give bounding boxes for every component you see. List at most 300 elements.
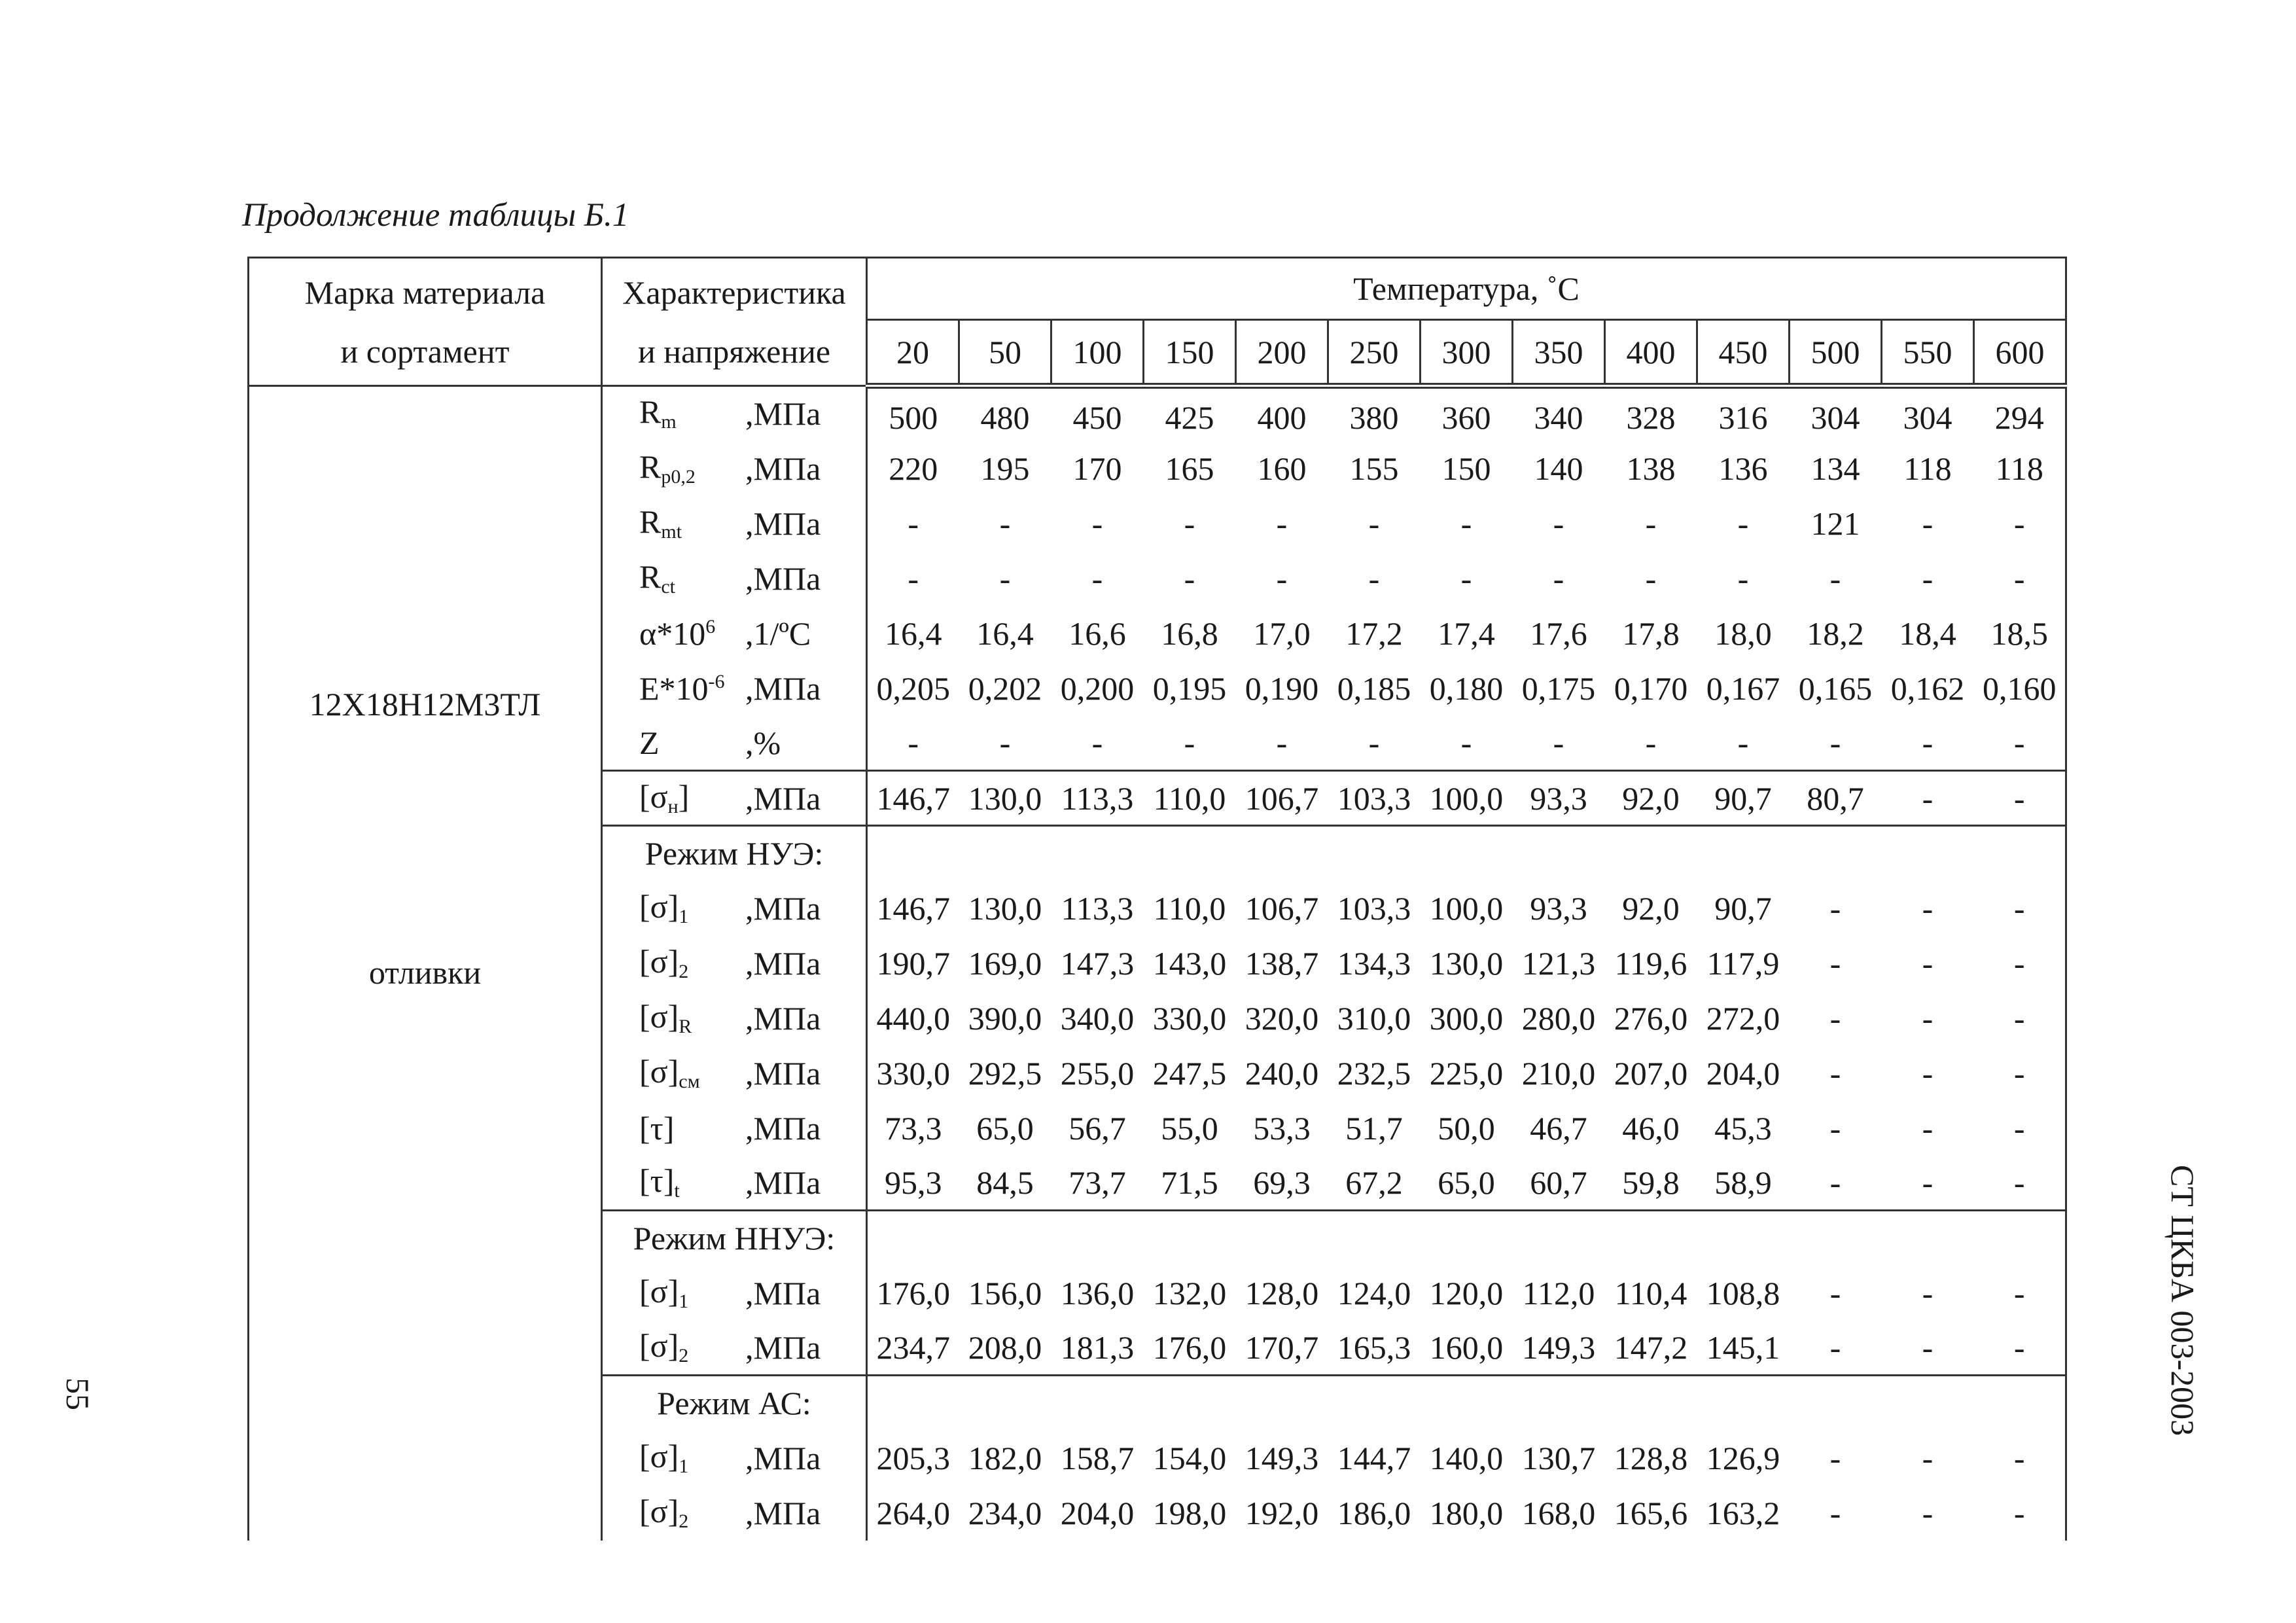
- value-cell: -: [1553, 505, 1564, 542]
- symbol-subscript: t: [674, 1179, 680, 1202]
- value-cell: 84,5: [976, 1164, 1034, 1201]
- characteristic-cell: [602, 936, 867, 991]
- value-cell: 128,8: [1614, 1439, 1688, 1476]
- value-cell: -: [1829, 889, 1841, 927]
- value-cell: 390,0: [968, 999, 1042, 1037]
- value-cell: -: [1737, 505, 1749, 542]
- symbol-base: [σ]: [639, 887, 679, 925]
- temperature-col-50: 50: [959, 320, 1051, 386]
- value-cell: 136: [1718, 450, 1768, 487]
- value-cell: 93,3: [1513, 771, 1605, 826]
- header-material-cell: [249, 258, 602, 386]
- value-cell: -: [1645, 560, 1657, 597]
- value-cell: 17,0: [1253, 615, 1311, 652]
- load-mode-label: Режим АС:: [657, 1385, 811, 1422]
- value-cell: 220: [889, 450, 938, 487]
- characteristic-symbol: [639, 997, 692, 1037]
- value-cell: -: [1974, 1156, 2066, 1211]
- symbol-subscript: 1: [679, 1290, 689, 1312]
- value-cell: 138,7: [1245, 944, 1319, 982]
- value-cell: 93,3: [1530, 889, 1587, 927]
- value-cell: 130,0: [959, 771, 1051, 826]
- value-cell: 192,0: [1245, 1494, 1319, 1531]
- value-cell: [1697, 826, 1790, 881]
- characteristic-cell: [602, 606, 867, 661]
- value-cell: [1790, 1376, 1882, 1431]
- symbol-subscript: 1: [679, 1455, 689, 1477]
- temperature-col-200: 200: [1236, 320, 1328, 386]
- value-cell: 380: [1349, 399, 1399, 436]
- value-cell: [1051, 1211, 1144, 1266]
- characteristic-cell: [602, 881, 867, 936]
- characteristic-cell: [602, 1321, 867, 1376]
- symbol-base: R: [639, 503, 662, 540]
- material-cell: [249, 386, 602, 1541]
- value-cell: 360: [1441, 399, 1491, 436]
- symbol-base: [σ]: [639, 1492, 679, 1529]
- symbol-tail: ]: [678, 777, 690, 815]
- symbol-base: [τ]: [639, 1109, 675, 1147]
- symbol-base: R: [639, 393, 662, 431]
- value-cell: 18,4: [1899, 615, 1956, 652]
- value-cell: [959, 1211, 1051, 1266]
- value-cell: 110,4: [1614, 1274, 1687, 1311]
- value-cell: 65,0: [976, 1109, 1034, 1147]
- value-cell: 80,7: [1790, 771, 1882, 826]
- value-cell: 46,0: [1622, 1109, 1680, 1147]
- characteristic-symbol: [639, 1052, 700, 1092]
- temperature-col-150: 150: [1144, 320, 1236, 386]
- value-cell: 60,7: [1530, 1164, 1587, 1201]
- value-cell: 176,0: [1152, 1329, 1227, 1366]
- value-cell: 150: [1441, 450, 1491, 487]
- symbol-subscript: 2: [679, 960, 689, 982]
- value-cell: 500: [889, 399, 938, 436]
- properties-table: [247, 257, 2067, 1541]
- value-cell: -: [1829, 724, 1841, 761]
- value-cell: 113,3: [1061, 889, 1134, 927]
- value-cell: 130,0: [968, 889, 1042, 927]
- value-cell: 316: [1718, 399, 1768, 436]
- value-cell: 165: [1165, 450, 1214, 487]
- value-cell: [1421, 1211, 1513, 1266]
- value-cell: 0,185: [1337, 669, 1411, 707]
- value-cell: -: [1882, 771, 1974, 826]
- page-number: 55: [60, 1378, 96, 1410]
- value-cell: 280,0: [1521, 999, 1596, 1037]
- value-cell: 130,7: [1521, 1439, 1596, 1476]
- value-cell: -: [1922, 1439, 1934, 1476]
- value-cell: -: [1829, 1109, 1841, 1147]
- value-cell: 103,3: [1337, 889, 1411, 927]
- value-cell: 90,7: [1714, 889, 1772, 927]
- value-cell: 0,160: [1974, 661, 2066, 716]
- characteristic-unit: ,МПа: [745, 889, 821, 927]
- value-cell: [1882, 1211, 1974, 1266]
- characteristic-cell: [602, 1266, 867, 1321]
- value-cell: 294: [1974, 386, 2066, 441]
- value-cell: 55,0: [1161, 1109, 1218, 1147]
- value-cell: [1882, 1376, 1974, 1431]
- value-cell: 65,0: [1438, 1164, 1495, 1201]
- value-cell: 103,3: [1328, 771, 1421, 826]
- header-characteristic-line1: Характеристика: [622, 274, 846, 311]
- value-cell: -: [1368, 724, 1380, 761]
- value-cell: 140,0: [1429, 1439, 1504, 1476]
- value-cell: 17,6: [1530, 615, 1587, 652]
- value-cell: -: [1922, 1329, 1934, 1366]
- value-cell: -: [1974, 551, 2066, 606]
- value-cell: 255,0: [1060, 1054, 1135, 1092]
- value-cell: -: [1922, 1109, 1934, 1147]
- value-cell: 73,7: [1069, 1164, 1126, 1201]
- value-cell: 240,0: [1245, 1054, 1319, 1092]
- value-cell: 112,0: [1522, 1274, 1595, 1311]
- value-cell: [1144, 1376, 1236, 1431]
- value-cell: 198,0: [1152, 1494, 1227, 1531]
- temperature-col-600: 600: [1974, 320, 2066, 386]
- temperature-col-500: 500: [1790, 320, 1882, 386]
- value-cell: -: [1922, 1054, 1934, 1092]
- characteristic-symbol: [639, 617, 715, 650]
- value-cell: [1605, 1211, 1697, 1266]
- characteristic-symbol: [639, 395, 677, 432]
- value-cell: -: [1460, 505, 1472, 542]
- value-cell: -: [908, 724, 919, 761]
- value-cell: [1513, 1211, 1605, 1266]
- value-cell: 320,0: [1245, 999, 1319, 1037]
- value-cell: -: [1829, 560, 1841, 597]
- value-cell: 18,2: [1807, 615, 1864, 652]
- characteristic-unit: ,МПа: [745, 1109, 821, 1147]
- symbol-subscript: 2: [679, 1344, 689, 1366]
- value-cell: -: [1276, 560, 1288, 597]
- temperature-col-100: 100: [1051, 320, 1144, 386]
- value-cell: [1144, 1211, 1236, 1266]
- value-cell: 247,5: [1152, 1054, 1227, 1092]
- value-cell: 234,0: [968, 1494, 1042, 1531]
- value-cell: [867, 1376, 959, 1431]
- value-cell: 155: [1349, 450, 1399, 487]
- value-cell: 169,0: [968, 944, 1042, 982]
- value-cell: -: [1184, 724, 1195, 761]
- value-cell: [1051, 826, 1144, 881]
- characteristic-symbol: [639, 942, 689, 982]
- value-cell: [1974, 826, 2066, 881]
- value-cell: 0,205: [876, 669, 950, 707]
- value-cell: -: [1829, 1494, 1841, 1531]
- value-cell: [959, 1376, 1051, 1431]
- value-cell: 160,0: [1429, 1329, 1504, 1366]
- value-cell: -: [1974, 771, 2066, 826]
- value-cell: -: [1974, 936, 2066, 991]
- value-cell: 182,0: [968, 1439, 1042, 1476]
- value-cell: -: [1922, 505, 1934, 542]
- value-cell: 181,3: [1060, 1329, 1135, 1366]
- table-row: [249, 386, 2066, 441]
- value-cell: -: [1276, 505, 1288, 542]
- symbol-base: [σ]: [639, 997, 679, 1035]
- characteristic-symbol: [639, 1329, 688, 1366]
- characteristic-cell: [602, 716, 867, 771]
- value-cell: 144,7: [1337, 1439, 1411, 1476]
- value-cell: -: [1553, 724, 1564, 761]
- value-cell: -: [1645, 724, 1657, 761]
- value-cell: -: [1974, 991, 2066, 1046]
- value-cell: 17,8: [1622, 615, 1680, 652]
- value-cell: 50,0: [1438, 1109, 1495, 1147]
- value-cell: -: [1184, 505, 1195, 542]
- value-cell: 100,0: [1421, 771, 1513, 826]
- symbol-base: [τ]: [639, 1162, 675, 1199]
- characteristic-symbol: [639, 726, 660, 759]
- value-cell: 440,0: [876, 999, 950, 1037]
- symbol-superscript: -6: [708, 670, 725, 692]
- value-cell: -: [1091, 505, 1103, 542]
- characteristic-symbol: [639, 1492, 689, 1532]
- value-cell: 234,7: [876, 1329, 950, 1366]
- value-cell: 450: [1072, 399, 1122, 436]
- value-cell: -: [1922, 999, 1934, 1037]
- symbol-base: R: [639, 448, 662, 485]
- temperature-col-350: 350: [1513, 320, 1605, 386]
- value-cell: 58,9: [1714, 1164, 1772, 1201]
- characteristic-unit: ,МПа: [745, 779, 821, 817]
- value-cell: [1974, 1376, 2066, 1431]
- value-cell: 304: [1903, 399, 1952, 436]
- value-cell: 0,167: [1706, 669, 1780, 707]
- value-cell: -: [1829, 1164, 1841, 1201]
- characteristic-cell: [602, 496, 867, 551]
- value-cell: -: [1184, 560, 1195, 597]
- value-cell: 146,7: [876, 889, 950, 927]
- header-material-line1: Марка материала: [304, 274, 546, 311]
- value-cell: [959, 826, 1051, 881]
- value-cell: 145,1: [1706, 1329, 1780, 1366]
- value-cell: 165,6: [1614, 1494, 1688, 1531]
- value-cell: 45,3: [1714, 1109, 1772, 1147]
- value-cell: 0,202: [968, 669, 1042, 707]
- characteristic-cell: [602, 441, 867, 496]
- symbol-subscript: см: [679, 1070, 700, 1092]
- value-cell: 56,7: [1069, 1109, 1126, 1147]
- characteristic-symbol: [639, 669, 725, 707]
- value-cell: -: [1922, 1274, 1934, 1311]
- symbol-superscript: 6: [705, 615, 716, 637]
- value-cell: [1328, 1211, 1421, 1266]
- value-cell: 71,5: [1161, 1164, 1218, 1201]
- value-cell: 0,200: [1060, 669, 1135, 707]
- value-cell: -: [908, 505, 919, 542]
- value-cell: [1974, 1211, 2066, 1266]
- value-cell: -: [1974, 1046, 2066, 1101]
- value-cell: 130,0: [1429, 944, 1504, 982]
- characteristic-unit: ,1/ºС: [745, 615, 811, 652]
- characteristic-symbol: [639, 450, 696, 487]
- value-cell: -: [999, 724, 1011, 761]
- value-cell: 17,2: [1345, 615, 1403, 652]
- symbol-base: Z: [639, 724, 660, 761]
- characteristic-unit: ,МПа: [745, 450, 821, 487]
- value-cell: 0,180: [1429, 669, 1504, 707]
- header-temperature: Температура, ˚С: [867, 258, 2066, 320]
- characteristic-unit: ,МПа: [745, 1329, 821, 1366]
- value-cell: 126,9: [1706, 1439, 1780, 1476]
- symbol-subscript: p0,2: [661, 465, 696, 488]
- characteristic-unit: ,МПа: [745, 1054, 821, 1092]
- value-cell: 110,0: [1153, 889, 1226, 927]
- value-cell: [1421, 826, 1513, 881]
- value-cell: 400: [1257, 399, 1307, 436]
- value-cell: 51,7: [1345, 1109, 1403, 1147]
- value-cell: -: [1974, 496, 2066, 551]
- value-cell: 204,0: [1706, 1054, 1780, 1092]
- value-cell: 154,0: [1152, 1439, 1227, 1476]
- value-cell: 134,3: [1337, 944, 1411, 982]
- value-cell: 69,3: [1253, 1164, 1311, 1201]
- characteristic-symbol: [639, 560, 675, 597]
- value-cell: 0,170: [1614, 669, 1688, 707]
- characteristic-cell: [602, 826, 867, 881]
- value-cell: 18,0: [1714, 615, 1772, 652]
- value-cell: 147,2: [1614, 1329, 1688, 1366]
- value-cell: 0,162: [1890, 669, 1965, 707]
- temperature-col-400: 400: [1605, 320, 1697, 386]
- value-cell: 128,0: [1245, 1274, 1319, 1311]
- value-cell: 310,0: [1337, 999, 1411, 1037]
- characteristic-cell: [602, 1431, 867, 1486]
- symbol-base: [σ]: [639, 1437, 679, 1474]
- value-cell: 186,0: [1337, 1494, 1411, 1531]
- value-cell: -: [1974, 1431, 2066, 1486]
- value-cell: 121: [1810, 505, 1860, 542]
- value-cell: 340,0: [1060, 999, 1135, 1037]
- value-cell: -: [1974, 881, 2066, 936]
- value-cell: 170: [1072, 450, 1122, 487]
- symbol-subscript: 1: [679, 905, 689, 927]
- value-cell: 232,5: [1337, 1054, 1411, 1092]
- value-cell: 204,0: [1060, 1494, 1135, 1531]
- value-cell: 92,0: [1622, 889, 1680, 927]
- characteristic-unit: ,МПа: [745, 999, 821, 1037]
- symbol-subscript: R: [679, 1015, 692, 1037]
- value-cell: 160: [1257, 450, 1307, 487]
- characteristic-cell: [602, 1101, 867, 1156]
- load-mode-label: Режим ННУЭ:: [633, 1220, 836, 1257]
- value-cell: 225,0: [1429, 1054, 1504, 1092]
- value-cell: -: [1091, 560, 1103, 597]
- value-cell: 59,8: [1622, 1164, 1680, 1201]
- value-cell: -: [1829, 944, 1841, 982]
- value-cell: -: [1974, 1101, 2066, 1156]
- value-cell: -: [1974, 1266, 2066, 1321]
- value-cell: 425: [1165, 399, 1214, 436]
- value-cell: 0,190: [1245, 669, 1319, 707]
- value-cell: -: [908, 560, 919, 597]
- value-cell: -: [1922, 1164, 1934, 1201]
- characteristic-cell: [602, 1156, 867, 1211]
- value-cell: 90,7: [1697, 771, 1790, 826]
- value-cell: 147,3: [1060, 944, 1135, 982]
- value-cell: 330,0: [876, 1054, 950, 1092]
- value-cell: 276,0: [1614, 999, 1688, 1037]
- value-cell: [1513, 826, 1605, 881]
- value-cell: 205,3: [876, 1439, 950, 1476]
- value-cell: 149,3: [1521, 1329, 1596, 1366]
- characteristic-unit: ,МПа: [745, 1439, 821, 1476]
- symbol-subscript: н: [667, 795, 679, 817]
- value-cell: [1236, 1211, 1328, 1266]
- value-cell: [1790, 1211, 1882, 1266]
- value-cell: 304: [1810, 399, 1860, 436]
- value-cell: 16,6: [1069, 615, 1126, 652]
- value-cell: 132,0: [1152, 1274, 1227, 1311]
- value-cell: [1605, 1376, 1697, 1431]
- value-cell: 146,7: [867, 771, 959, 826]
- value-cell: 210,0: [1521, 1054, 1596, 1092]
- value-cell: -: [1645, 505, 1657, 542]
- value-cell: -: [1974, 1486, 2066, 1541]
- value-cell: [867, 1211, 959, 1266]
- temperature-col-300: 300: [1421, 320, 1513, 386]
- value-cell: 300,0: [1429, 999, 1504, 1037]
- characteristic-symbol: [639, 1164, 680, 1201]
- value-cell: -: [1460, 560, 1472, 597]
- value-cell: [1051, 1376, 1144, 1431]
- symbol-base: α*10: [639, 615, 706, 652]
- table-caption: Продолжение таблицы Б.1: [242, 197, 629, 234]
- symbol-base: [σ]: [639, 942, 679, 980]
- value-cell: 16,8: [1161, 615, 1218, 652]
- value-cell: 118: [1974, 441, 2066, 496]
- value-cell: [1697, 1211, 1790, 1266]
- value-cell: -: [1829, 1329, 1841, 1366]
- value-cell: [1328, 1376, 1421, 1431]
- value-cell: 330,0: [1152, 999, 1227, 1037]
- value-cell: -: [1922, 724, 1934, 761]
- value-cell: [1236, 826, 1328, 881]
- value-cell: 272,0: [1706, 999, 1780, 1037]
- value-cell: -: [999, 505, 1011, 542]
- value-cell: 113,3: [1051, 771, 1144, 826]
- value-cell: 124,0: [1337, 1274, 1411, 1311]
- value-cell: -: [1922, 1494, 1934, 1531]
- value-cell: [1328, 826, 1421, 881]
- value-cell: 46,7: [1530, 1109, 1587, 1147]
- value-cell: 18,5: [1974, 606, 2066, 661]
- value-cell: 190,7: [876, 944, 950, 982]
- value-cell: 168,0: [1521, 1494, 1596, 1531]
- value-cell: 120,0: [1429, 1274, 1504, 1311]
- value-cell: 73,3: [885, 1109, 942, 1147]
- characteristic-cell: [602, 661, 867, 716]
- characteristic-symbol: [639, 777, 690, 817]
- value-cell: -: [1829, 1274, 1841, 1311]
- value-cell: [1144, 826, 1236, 881]
- temperature-col-250: 250: [1328, 320, 1421, 386]
- value-cell: 156,0: [968, 1274, 1042, 1311]
- value-cell: 136,0: [1060, 1274, 1135, 1311]
- symbol-base: [σ: [639, 777, 668, 815]
- characteristic-unit: ,%: [745, 724, 781, 761]
- characteristic-cell: [602, 1046, 867, 1101]
- value-cell: -: [1553, 560, 1564, 597]
- value-cell: 67,2: [1345, 1164, 1403, 1201]
- header-material-line2: и сортамент: [340, 332, 510, 370]
- load-mode-label: Режим НУЭ:: [645, 835, 824, 872]
- characteristic-unit: ,МПа: [745, 1494, 821, 1531]
- value-cell: 158,7: [1060, 1439, 1135, 1476]
